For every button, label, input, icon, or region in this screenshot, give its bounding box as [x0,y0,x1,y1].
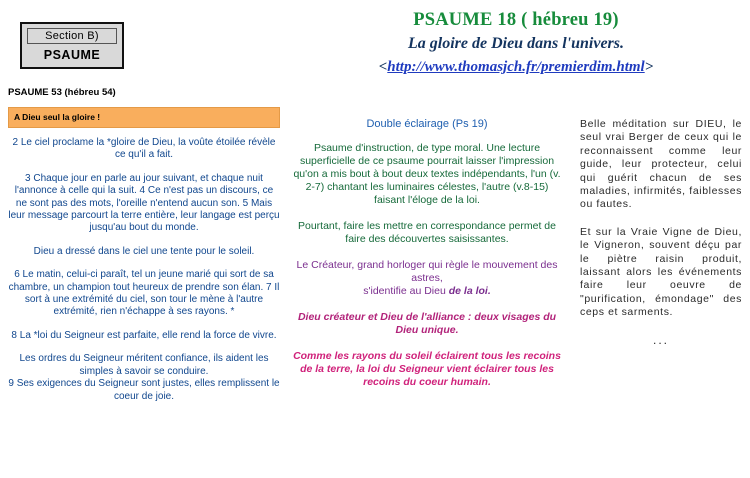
commentary-paragraph: Psaume d'instruction, de type moral. Une lecture superficielle de ce psaume pourrait laisser l'impression qu'on a mis bout à bout deux textes indépendants, l'un (v. 2-7) chantant les luminaires célestes, l'autre (v.8-15) faisant l'éloge de la loi. [293,142,561,206]
page-title: PSAUME 18 ( hébreu 19) [413,10,619,30]
right-column [580,118,742,347]
link-open-bracket: < [378,59,388,75]
creator-paragraph-line2: s'identifie au Dieu [363,285,449,297]
psalm-reference: PSAUME 53 (hébreu 54) [8,87,116,98]
commentary-paragraph: Pourtant, faire les mettre en correspondance permet de faire des découvertes saisissantes. [298,220,556,245]
creator-paragraph-emphasis: de la loi. [448,285,491,297]
middle-column [292,118,562,402]
title-block [290,10,742,76]
psalm-verse: 6 Le matin, celui-ci paraît, tel un jeune marié qui sort de sa chambre, un champion tout heureux de prendre son élan. 7 Il sort à une extrémité du ciel, son tour le mène à l'autre extrémité, rien n'échappe à ses rayons. * [8,269,280,318]
psalm-verse: Dieu a dressé dans le ciel une tente pour le soleil. [33,245,255,257]
creator-paragraph [292,259,562,298]
psalm-verse: 8 La *loi du Seigneur est parfaite, elle rend la force de vivre. [11,329,277,341]
psalm-verse: 3 Chaque jour en parle au jour suivant, et chaque nuit l'annonce à celle qui la suit. 4 Ce n'est pas un discours, ce ne sont pas des mots, l'oreille n'entend aucun son. 5 Mais leur message parcourt la terre entière, leur langage est perçu jusqu'au bout du monde. [8,172,280,234]
psalm-text [8,137,280,403]
link-close-bracket: > [644,59,654,75]
psalm-verse: 9 Ses exigences du Seigneur sont justes, elles remplissent le coeur de joie. [8,378,280,402]
section-badge-title: PSAUME [43,48,101,62]
left-column [8,22,286,414]
ellipsis-marker: ... [652,332,669,347]
psalm-verse: Les ordres du Seigneur méritent confiance, ils aident les simples à savoir se conduire. [19,353,269,377]
psalm-verse: 2 Le ciel proclame la *gloire de Dieu, la voûte étoilée révèle ce qu'il a fait. [12,137,276,161]
middle-heading: Double éclairage (Ps 19) [366,118,488,130]
closing-statement: Comme les rayons du soleil éclairent tous les recoins de la terre, la loi du Seigneur vient éclairer tous les recoins du coeur humain. [293,350,561,388]
section-badge-label: Section B) [27,28,117,44]
page-subtitle: La gloire de Dieu dans l'univers. [407,35,624,52]
creator-paragraph-line1: Le Créateur, grand horloger qui règle le mouvement des astres, [296,259,558,284]
meditation-paragraph: Belle méditation sur DIEU, le seul vrai Berger de ceux qui le reconnaissent comme leur guide, leur protecteur, celui qui guérit chacun de ses maladies, infirmités, faiblesses ou fautes. [580,118,742,211]
section-badge [20,22,124,69]
source-url-link[interactable]: http://www.thomasjch.fr/premierdim.html [387,59,645,75]
meditation-paragraph: Et sur la Vraie Vigne de Dieu, le Vigneron, souvent déçu par le piètre raisin produit, laissant alors les événements faire leur oeuvre de "purification, émondage" des ceps et sarments. [580,225,742,319]
synthesis-statement: Dieu créateur et Dieu de l'alliance : deux visages du Dieu unique. [297,311,557,336]
source-link-line [290,59,742,76]
highlight-banner: A Dieu seul la gloire ! [8,107,280,128]
